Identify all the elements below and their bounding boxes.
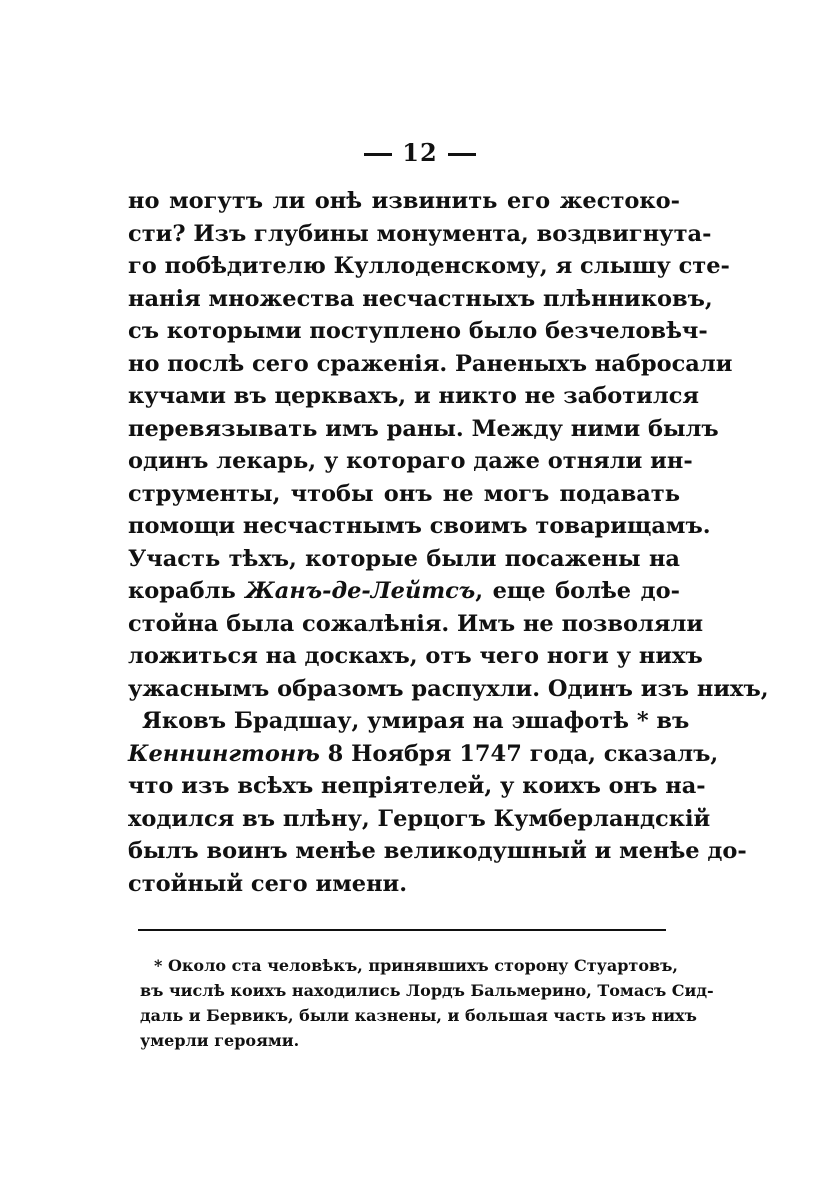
text-line: Яковъ Брадшау, умирая на эшафотѣ * въ	[142, 708, 690, 734]
text-line: Участь тѣхъ, которые были посажены на	[128, 545, 680, 572]
text-line: но послѣ сего сраженія. Раненыхъ набросали	[128, 350, 733, 377]
footnote-line: умерли героями.	[140, 1031, 300, 1050]
text-line: стойный сего имени.	[128, 870, 408, 897]
text-line: одинъ лекарь, у котораго даже отняли ин-	[128, 448, 693, 474]
text-line: съ которыми поступлено было безчеловѣч-	[128, 318, 708, 344]
footnote-line: даль и Бервикъ, были казнены, и большая часть изъ нихъ	[140, 1006, 697, 1025]
text-line: Кеннингтонѣ 8 Ноября 1747 года, сказалъ,	[128, 740, 719, 767]
right-dash	[448, 153, 476, 156]
page-number: 12	[402, 138, 438, 167]
place-name: Кеннингтонѣ	[128, 740, 320, 767]
page-number-header	[0, 138, 840, 167]
text-line: нанія множества несчастныхъ плѣнниковъ,	[128, 285, 713, 312]
footnote-line: * Около ста человѣкъ, принявшихъ сторону Стуартовъ,	[154, 956, 678, 975]
left-dash	[364, 153, 392, 156]
footnote-line: въ числѣ коихъ находились Лордъ Бальмерино, Томасъ Сид-	[140, 981, 714, 1000]
text-line: го побѣдителю Куллоденскому, я слышу сте-	[128, 253, 730, 279]
text-line: помощи несчастнымъ своимъ товарищамъ.	[128, 513, 711, 539]
text-line: корабль Жанъ-де-Лейтсъ, еще болѣе до-	[128, 578, 681, 604]
text-line: но могутъ ли онѣ извинить его жестоко-	[128, 188, 680, 214]
footnote	[140, 953, 714, 1053]
body-text	[128, 185, 769, 900]
text-line: что изъ всѣхъ непріятелей, у коихъ онъ на-	[128, 773, 706, 799]
text-line: ходился въ плѣну, Герцогъ Кумберландскій	[128, 805, 711, 832]
ship-name: Жанъ-де-Лейтсъ	[245, 578, 476, 604]
text-line: кучами въ церквахъ, и никто не заботился	[128, 383, 700, 409]
text-line: ложиться на доскахъ, отъ чего ноги у нихъ	[128, 643, 703, 669]
text-line: былъ воинъ менѣе великодушный и менѣе до-	[128, 838, 747, 864]
text-line: перевязывать имъ раны. Между ними былъ	[128, 415, 719, 442]
text-line: стойна была сожалѣнія. Имъ не позволяли	[128, 610, 704, 637]
text-line: ужаснымъ образомъ распухли. Одинъ изъ нихъ,	[128, 675, 769, 702]
text-line: сти? Изъ глубины монумента, воздвигнута-	[128, 220, 712, 247]
footnote-divider	[138, 929, 666, 931]
text-line: струменты, чтобы онъ не могъ подавать	[128, 480, 680, 507]
